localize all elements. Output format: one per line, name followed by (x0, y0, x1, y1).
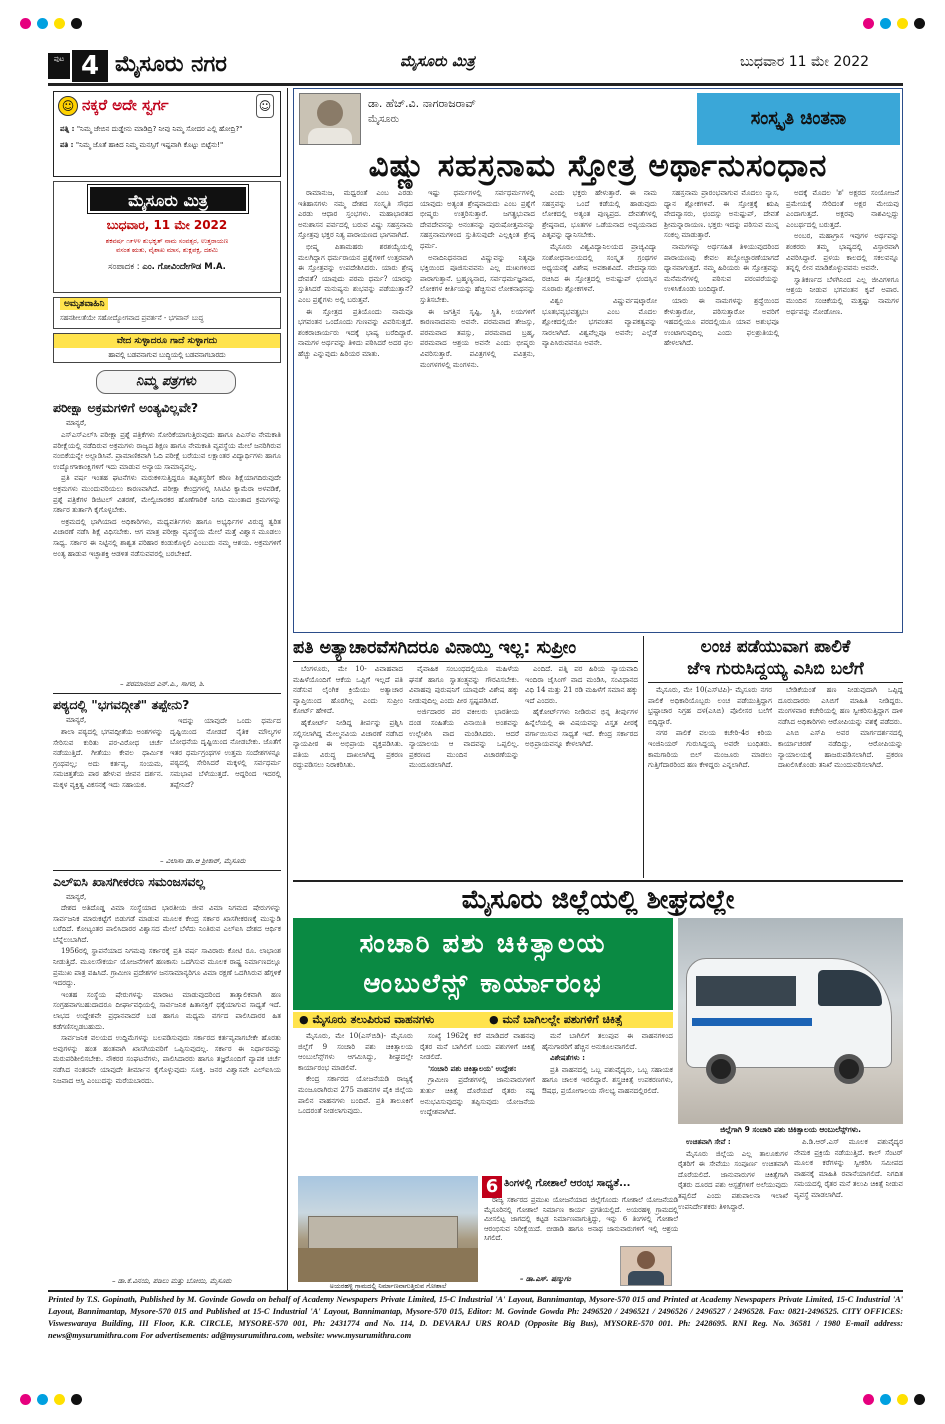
bribe-headline-1: ಲಂಚ ಪಡೆಯುವಾಗ ಪಾಲಿಕೆ (700, 637, 851, 657)
amrutavahini-text: ಸಹನಶೀಲತೆಯೇ ಸಹೋದ್ಯೋಗವಾದ ಪ್ರವರ್ತನೆ - ಭಗವಾನ್ ಬುದ್ಧ (60, 314, 204, 322)
amrutavahini-title: ಅಮೃತವಾಹಿನಿ (60, 298, 108, 310)
paper-date: ಬುಧವಾರ, 11 ಮೇ 2022 (106, 218, 228, 232)
veda-title: ವೇದ ಸುಳ್ಳಾದರೂ ಗಾದೆ ಸುಳ್ಳಾಗದು (54, 334, 280, 348)
letter2-salutation: ಮಾನ್ಯರೆ, (66, 716, 87, 724)
veda-text: ಹಾವಲ್ಲಿ ಬಡವನಾಗುವ ಬುದ್ಧಿಯಲ್ಲಿ ಬಡವನಾಗಬಾರದು (108, 351, 226, 359)
ambulance-col-1: ಮೈಸೂರು, ಮೇ 10(ಎಸ್‌ಬಿಡಿ)- ಮೈಸೂರು ಜಿಲ್ಲೆಗೆ 9 ಸಂಚಾರಿ ಪಶು ಚಿಕಿತ್ಸಾಲಯ ಆಂಬುಲೆನ್ಸ್‌ಗಳು ಆಗಮಿಸಿದ್ದು, ಶೀಘ್ರದಲ್ಲೇ ಕಾರ್ಯಾರಂಭ ಮಾಡಲಿವೆ. ಕೇಂದ್ರ ಸರ್ಕಾರದ ಯೋಜನೆಯಡಿ ರಾಜ್ಯಕ್ಕೆ ಮಂಜೂರಾಗಿರುವ 275 ವಾಹನಗಳ ಪೈಕಿ ಜಿಲ್ಲೆಯ ಪಾಲಿನ ವಾಹನಗಳು ಬಂದಿವೆ. ಪ್ರತಿ ತಾಲೂಕಿಗೆ ಒಂದರಂತೆ ನೀಡಲಾಗುವುದು. (298, 1031, 413, 1116)
gaushala-quote-by: – ಡಾ.ಎಸ್. ಷಣ್ಮುಗಂ (520, 1275, 571, 1283)
page-number: 4 (72, 50, 108, 82)
ambulance-photo (678, 918, 903, 1124)
culture-headline: ವಿಷ್ಣು ಸಹಸ್ರನಾಮ ಸ್ತೋತ್ರ ಅರ್ಥಾನುಸಂಧಾನ (368, 148, 828, 184)
letter2-signature: – ವಿಲಾಸಾ ಡಾ.ಆ ಶ್ರೀಕಾರ್, ಮೈಸೂರು (160, 857, 246, 865)
ambulance-headline-2: ಆಂಬುಲೆನ್ಸ್ ಕಾರ್ಯಾರಂಭ (363, 969, 603, 999)
masthead: ಮೈಸೂರು ಮಿತ್ರ (400, 52, 475, 70)
dot-yellow (54, 1394, 65, 1405)
culture-col-4: ಸಹಸ್ರನಾಮ ಪ್ರಾರಂಭವಾಗುವ ಮೊದಲು ನ್ಯಾಸ, ಧ್ಯಾನ ಶ್ಲೋಕಗಳಿವೆ. ಈ ಸ್ತೋತ್ರಕ್ಕೆ ಋಷಿ ವೇದವ್ಯಾಸರು, ಛಂದಸ್ಸು ಅನುಷ್ಟುಪ್, ದೇವತೆ ಶ್ರೀಮನ್ನಾರಾಯಣ. ಭಕ್ತರು ಇದನ್ನು ಪಠಿಸುವ ಮುನ್ನ ಸಂಕಲ್ಪ ಮಾಡುತ್ತಾರೆ. ನಾಮಗಳನ್ನು ಅರ್ಥಸಹಿತ ತಿಳಿಯುವುದರಿಂದ ಪಾರಾಯಣವು ಕೇವಲ ಶಬ್ದೋಚ್ಚಾರಣೆಯಾಗದೆ ಧ್ಯಾನವಾಗುತ್ತದೆ. ನಮ್ಮ ಹಿರಿಯರು ಈ ಸ್ತೋತ್ರವನ್ನು ಮನೆಮನೆಗಳಲ್ಲಿ ಪಠಿಸುವ ಪರಂಪರೆಯನ್ನು ಉಳಿಸಿಕೊಂಡು ಬಂದಿದ್ದಾರೆ. ಯಾರು ಈ ನಾಮಗಳನ್ನು ಶ್ರದ್ಧೆಯಿಂದ ಕೇಳುತ್ತಾರೋ, ಪಠಿಸುತ್ತಾರೋ ಅವರಿಗೆ ಇಹದಲ್ಲಿಯೂ ಪರದಲ್ಲಿಯೂ ಯಾವ ಅಶುಭವೂ ಉಂಟಾಗುವುದಿಲ್ಲ ಎಂದು ಫಲಶ್ರುತಿಯಲ್ಲಿ ಹೇಳಲಾಗಿದೆ. (664, 188, 779, 348)
divider (53, 870, 281, 871)
almanac-line: ವಸಂತ ಋತು, ವೈಶಾಖ ಮಾಸ, ಶುಕ್ಲಪಕ್ಷ, ದಶಮಿ (116, 246, 218, 254)
culture-col-3: ಎಂದು ಭಕ್ತರು ಹೇಳುತ್ತಾರೆ. ಈ ನಾಮ ಸಹಸ್ರವನ್ನು ಒಂದೆ ಕಡೆಯಲ್ಲಿ ಹಾಡುವುದು ಲೋಕದಲ್ಲಿ ಅತ್ಯಂತ ಪುಣ್ಯಪ್ರದ. ದೇವತೆಗಳಲ್ಲಿ ಶ್ರೇಷ್ಠನಾದ, ಭೂತಗಳ ಒಡೆಯನಾದ ಅವ್ಯಯನಾದ ಪಿತೃವನ್ನು ಧ್ಯಾನಿಸಬೇಕು. ಮೈಸೂರು ವಿಶ್ವವಿದ್ಯಾನಿಲಯದ ಪ್ರಾಚ್ಯವಿದ್ಯಾ ಸಂಶೋಧನಾಲಯದಲ್ಲಿ ಸಂಸ್ಕೃತ ಗ್ರಂಥಗಳ ಅಧ್ಯಯನಕ್ಕೆ ವಿಶೇಷ ಅವಕಾಶವಿದೆ. ವೇದವ್ಯಾಸರು ರಚಿಸಿದ ಈ ಸ್ತೋತ್ರದಲ್ಲಿ ಅನುಷ್ಟುಪ್ ಛಂದಸ್ಸಿನ ನೂರಾರು ಶ್ಲೋಕಗಳಿವೆ. ವಿಶ್ವಂ ವಿಷ್ಣುರ್ವಷಟ್ಕಾರೋ ಭೂತಭವ್ಯಭವತ್ಪ್ರಭುಃ ಎಂಬ ಮೊದಲ ಶ್ಲೋಕದಲ್ಲಿಯೇ ಭಗವಂತನ ವ್ಯಾಪಕತ್ವವನ್ನು ಸಾರಲಾಗಿದೆ. ವಿಶ್ವವೆಲ್ಲವೂ ಅವನೇ; ಎಲ್ಲೆಡೆ ವ್ಯಾಪಿಸಿರುವವನೂ ಅವನೇ. (542, 188, 657, 348)
section-title: ಮೈಸೂರು ನಗರ (115, 52, 227, 77)
registration-dots-bottom (0, 1388, 945, 1410)
letter3-title: ಎಲ್ಐಸಿ ಖಾಸಗೀಕರಣ ಸಮಂಜಸವಲ್ಲ (53, 874, 206, 889)
ambulance-col-4: ಉಚಿತವಾಗಿ ಸೇವೆ : ಮೈಸೂರು ಜಿಲ್ಲೆಯ ಎಲ್ಲ ತಾಲೂಕುಗಳ ರೈತರಿಗೆ ಈ ಸೇವೆಯು ಸಂಪೂರ್ಣ ಉಚಿತವಾಗಿ ದೊರೆಯಲಿದೆ. ಜಾನುವಾರುಗಳ ಚಿಕಿತ್ಸೆಗಾಗಿ ರೈತರು ದೂರದ ಪಶು ಆಸ್ಪತ್ರೆಗಳಿಗೆ ಅಲೆಯುವುದು ತಪ್ಪಲಿದೆ ಎಂದು ಪಶುಪಾಲನಾ ಇಲಾಖೆ ಉಪನಿರ್ದೇಶಕರು ತಿಳಿಸಿದ್ದಾರೆ. (678, 1137, 788, 1211)
sc-col-2: ವೈವಾಹಿಕ ಸಂಬಂಧದಲ್ಲಿಯೂ ಮಹಿಳೆಯ ಘನತೆ ಹಾಗೂ ಸ್ವಾತಂತ್ರ್ಯವನ್ನು ಗೌರವಿಸಬೇಕು. ವಿವಾಹವು ಪುರುಷನಿಗೆ ಯಾವುದೇ ವಿಶೇಷ ಹಕ್ಕು ನೀಡುವುದಿಲ್ಲ ಎಂದು ಪೀಠ ಸ್ಪಷ್ಟಪಡಿಸಿದೆ. ಅರ್ಜಿದಾರರ ಪರ ವಕೀಲರು ಭಾರತೀಯ ದಂಡ ಸಂಹಿತೆಯ ವಿನಾಯಿತಿ ಅಂಶವನ್ನು ಉಲ್ಲೇಖಿಸಿ ವಾದ ಮಂಡಿಸಿದರು. ಆದರೆ ನ್ಯಾಯಾಲಯ ಆ ವಾದವನ್ನು ಒಪ್ಪಲಿಲ್ಲ. ಪ್ರಕರಣದ ಮುಂದಿನ ವಿಚಾರಣೆಯನ್ನು ಮುಂದೂಡಲಾಗಿದೆ. (409, 664, 519, 770)
paper-logo: ಮೈಸೂರು ಮಿತ್ರ (88, 185, 248, 213)
cartoon-figure-icon: ☺ (256, 94, 274, 118)
bribe-headline-2: ಜೆಇ ಗುರುಸಿದ್ದಯ್ಯ ಎಸಿಬಿ ಬಲೆಗೆ (687, 659, 864, 679)
culture-col-2: ಇಷ್ಟು ಧರ್ಮಗಳಲ್ಲಿ ಸರ್ವಧರ್ಮಗಳಲ್ಲಿ ಯಾವುದು ಅತ್ಯಂತ ಶ್ರೇಷ್ಠವಾದುದು ಎಂಬ ಪ್ರಶ್ನೆಗೆ ಭೀಷ್ಮರು ಉತ್ತರಿಸುತ್ತಾರೆ. ಜಗತ್ಪ್ರಭುವಾದ ದೇವದೇವನನ್ನು ಅನಂತನನ್ನು ಪುರುಷೋತ್ತಮನನ್ನು ಸಹಸ್ರನಾಮಗಳಿಂದ ಸ್ತುತಿಸುವುದೇ ಎಲ್ಲಕ್ಕಿಂತ ಶ್ರೇಷ್ಠ ಧರ್ಮ. ಅನಾದಿನಿಧನನಾದ ವಿಷ್ಣುವನ್ನು ನಿತ್ಯವೂ ಭಕ್ತಿಯಿಂದ ಪೂಜಿಸುವವನು ಎಲ್ಲ ದುಃಖಗಳಿಂದ ಪಾರಾಗುತ್ತಾನೆ. ಬ್ರಹ್ಮಣ್ಯನಾದ, ಸರ್ವಧರ್ಮಜ್ಞನಾದ, ಲೋಕಗಳ ಕೀರ್ತಿಯನ್ನು ಹೆಚ್ಚಿಸುವ ಲೋಕನಾಥನನ್ನು ಸ್ತುತಿಸಬೇಕು. ಈ ಜಗತ್ತಿನ ಸೃಷ್ಟಿ, ಸ್ಥಿತಿ, ಲಯಗಳಿಗೆ ಕಾರಣನಾದವನು ಅವನೇ. ಪರಮವಾದ ತೇಜಸ್ಸು, ಪರಮವಾದ ತಪಸ್ಸು, ಪರಮವಾದ ಬ್ರಹ್ಮ, ಪರಮವಾದ ಆಶ್ರಯ ಅವನೇ ಎಂದು ಭೀಷ್ಮರು ವಿವರಿಸುತ್ತಾರೆ. ಪವಿತ್ರಗಳಲ್ಲಿ ಪವಿತ್ರನು, ಮಂಗಳಗಳಲ್ಲಿ ಮಂಗಳನು. (420, 188, 535, 369)
dot-black (914, 18, 925, 29)
issue-date: ಬುಧವಾರ 11 ಮೇ 2022 (740, 54, 870, 70)
dot-cyan (880, 1394, 891, 1405)
bribe-col-1: ಮೈಸೂರು, ಮೇ 10(ಎಸ್‌ಟಿಪಿ)- ಮೈಸೂರು ನಗರ ಪಾಲಿಕೆ ಅಧಿಕಾರಿಯೊಬ್ಬರು ಲಂಚ ಪಡೆಯುತ್ತಿದ್ದಾಗ ಭ್ರಷ್ಟಾಚಾರ ನಿಗ್ರಹ ದಳ(ಎಸಿಬಿ) ಪೊಲೀಸರ ಬಲೆಗೆ ಬಿದ್ದಿದ್ದಾರೆ. ನಗರ ಪಾಲಿಕೆ ವಲಯ ಕಚೇರಿ-4ರ ಕಿರಿಯ ಇಂಜಿನಿಯರ್ ಗುರುಸಿದ್ದಯ್ಯ ಅವರೇ ಬಂಧಿತರು. ಕಾಮಗಾರಿಯ ಬಿಲ್ ಮಂಜೂರು ಮಾಡಲು ಗುತ್ತಿಗೆದಾರರಿಂದ ಹಣ ಕೇಳಿದ್ದರು ಎನ್ನಲಾಗಿದೆ. (648, 685, 772, 770)
gaushala-number-badge: 6 (482, 1176, 502, 1198)
nakkare-line: ಪತಿ : "ನಿಮ್ಮ ಜೊತೆ ಹಾಕಿದ ನಿಮ್ಮ ಮನಸ್ಸಿಗೆ ಇಷ್ಟವಾಗಿ ಕೊಟ್ಟು ಬಿಟ್ಟೆನು!" (60, 141, 224, 149)
dot-yellow (897, 18, 908, 29)
nakkare-title: ನಕ್ಕರೆ ಅದೇ ಸ್ವರ್ಗ (82, 96, 169, 114)
veda-box (53, 333, 281, 363)
ambulance-headline-box (293, 918, 673, 1010)
dot-magenta (863, 18, 874, 29)
dot-cyan (37, 1394, 48, 1405)
ambulance-subhead-free: ಉಚಿತವಾಗಿ ಸೇವೆ : (686, 1137, 731, 1146)
amrutavahini-box (53, 297, 281, 329)
sc-headline: ಪತಿ ಅತ್ಯಾಚಾರವೆಸಗಿದರೂ ವಿನಾಯ್ತಿ ಇಲ್ಲ: ಸುಪ್ರೀಂ (293, 638, 577, 658)
dot-yellow (897, 1394, 908, 1405)
author-photo (299, 93, 361, 145)
divider (648, 682, 903, 683)
ambulance-subheads (293, 1012, 673, 1028)
bribe-col-2: ಬೇಡಿಕೆಯಂತೆ ಹಣ ನೀಡುವುದಾಗಿ ಒಪ್ಪಿದ್ದ ದೂರುದಾರರು ಎಸಿಬಿಗೆ ಮಾಹಿತಿ ನೀಡಿದ್ದರು. ಮಂಗಳವಾರ ಕಚೇರಿಯಲ್ಲಿ ಹಣ ಸ್ವೀಕರಿಸುತ್ತಿದ್ದಾಗ ದಾಳಿ ನಡೆಸಿದ ಅಧಿಕಾರಿಗಳು ಆರೋಪಿಯನ್ನು ವಶಕ್ಕೆ ಪಡೆದರು. ಎಸಿಬಿ ಎಸ್‌ಪಿ ಅವರ ಮಾರ್ಗದರ್ಶನದಲ್ಲಿ ಕಾರ್ಯಾಚರಣೆ ನಡೆದಿದ್ದು, ಆರೋಪಿಯನ್ನು ನ್ಯಾಯಾಲಯಕ್ಕೆ ಹಾಜರುಪಡಿಸಲಾಗಿದೆ. ಪ್ರಕರಣ ದಾಖಲಿಸಿಕೊಂಡು ತನಿಖೆ ಮುಂದುವರಿಸಲಾಗಿದೆ. (778, 685, 903, 770)
nakkare-box (53, 91, 281, 177)
column-divider (643, 636, 644, 878)
footer-rule (48, 1290, 903, 1292)
dot-magenta (863, 1394, 874, 1405)
laughing-face-icon: ☺ (58, 96, 78, 116)
nakkare-line: ಪತ್ನಿ : "ನಿಮ್ಮ ಜೇಬಿನ ದುಡ್ಡೇನು ಮಾಡಿದ್ರಿ? ನೀವು ನಿಮ್ಮ ಸೋದರ ಎಲ್ಲಿ ಹೋದ್ರಿ?" (60, 125, 243, 133)
dot-black (71, 18, 82, 29)
divider (53, 693, 281, 694)
page-label: ಪುಟ (48, 53, 70, 79)
gaushala-photo-caption: ಅಯರಹಳ್ಳಿ ಗ್ರಾಮದಲ್ಲಿ ನಿರ್ಮಾಣವಾಗುತ್ತಿರುವ ಗೋಶಾಲೆ (329, 1282, 447, 1290)
sc-col-3: ಎಂದಿದೆ. ಪತ್ನಿ ಪರ ಹಿರಿಯ ನ್ಯಾಯವಾದಿ ಇಂದಿರಾ ಜೈಸಿಂಗ್ ವಾದ ಮಂಡಿಸಿ, ಸಂವಿಧಾನದ ವಿಧಿ 14 ಮತ್ತು 21 ರಡಿ ಮಹಿಳೆಗೆ ಸಮಾನ ಹಕ್ಕು ಇದೆ ಎಂದರು. ಹೈಕೋರ್ಟ್‌ಗಳು ನೀಡಿರುವ ಭಿನ್ನ ತೀರ್ಪುಗಳ ಹಿನ್ನೆಲೆಯಲ್ಲಿ ಈ ವಿಷಯವನ್ನು ವಿಸ್ತೃತ ಪೀಠಕ್ಕೆ ವರ್ಗಾಯಿಸುವ ಸಾಧ್ಯತೆ ಇದೆ. ಕೇಂದ್ರ ಸರ್ಕಾರದ ಅಭಿಪ್ರಾಯವನ್ನೂ ಕೇಳಲಾಗಿದೆ. (525, 664, 638, 749)
dot-black (71, 1394, 82, 1405)
paper-info-box (53, 181, 281, 293)
sc-col-1: ಬೆಂಗಳೂರು, ಮೇ 10- ವಿವಾಹವಾದ ಮಹಿಳೆಯೊಂದಿಗೆ ಆಕೆಯ ಒಪ್ಪಿಗೆ ಇಲ್ಲದೆ ಪತಿ ನಡೆಸುವ ಲೈಂಗಿಕ ಕ್ರಿಯೆಯು ಅತ್ಯಾಚಾರ ವ್ಯಾಪ್ತಿಯಿಂದ ಹೊರಗಿಲ್ಲ ಎಂದು ಸುಪ್ರೀಂ ಕೋರ್ಟ್ ಹೇಳಿದೆ. ಹೈಕೋರ್ಟ್ ನೀಡಿದ್ದ ತೀರ್ಪನ್ನು ಪ್ರಶ್ನಿಸಿ ಸಲ್ಲಿಸಲಾಗಿದ್ದ ಮೇಲ್ಮನವಿಯ ವಿಚಾರಣೆ ನಡೆಸಿದ ನ್ಯಾಯಪೀಠ ಈ ಅಭಿಪ್ರಾಯ ವ್ಯಕ್ತಪಡಿಸಿತು. ಪತಿಯ ವಿರುದ್ಧ ದಾಖಲಾಗಿದ್ದ ಪ್ರಕರಣ ರದ್ದುಪಡಿಸಲು ನಿರಾಕರಿಸಿತು. (293, 664, 403, 770)
ambulance-col-2: ಸಂಖ್ಯೆ 1962ಕ್ಕೆ ಕರೆ ಮಾಡಿದರೆ ವಾಹನವು ರೈತರ ಮನೆ ಬಾಗಿಲಿಗೆ ಬಂದು ಪಶುಗಳಿಗೆ ಚಿಕಿತ್ಸೆ ನೀಡಲಿದೆ. 'ಸಂಚಾರಿ ಪಶು ಚಿಕಿತ್ಸಾಲಯ' ಉದ್ದೇಶ: ಗ್ರಾಮೀಣ ಪ್ರದೇಶಗಳಲ್ಲಿ ಜಾನುವಾರುಗಳಿಗೆ ತುರ್ತು ಚಿಕಿತ್ಸೆ ದೊರೆಯದೆ ರೈತರು ನಷ್ಟ ಅನುಭವಿಸುವುದನ್ನು ತಪ್ಪಿಸುವುದು ಯೋಜನೆಯ ಉದ್ದೇಶವಾಗಿದೆ. (420, 1031, 535, 1117)
dot-cyan (37, 18, 48, 29)
footer-imprint: Printed by T.S. Gopinath, Published by M. Govinde Gowda on behalf of Academy Newspapers Private Limited, 15-C Industrial 'A' Layout, Bannimantap, Mysore-570 015 and Printed at Academy Newspapers Private Limited, 15-C Industrial 'A' Layout, Bannimantap, Mysore-570 015 and Published at 15-C Industrial 'A' Layout, Bannimantap, Mysore-570 015, Editor: M. Govinde Gowda Ph: 2496520 / 2496521 / 2496526 / 2496527 / 2496528. Fax: 0821-2496525. CITY OFFICES: Visweswaraya Building, III Floor, K.R. CIRCLE, MYSORE-570 001, Ph: 2431774 and No. 114, D. DEVARAJ URS ROAD (Opposite Big Bus), MYSORE-570 001. Ph: 2428695. RNI Reg. No. 36581 / 1980 E-mail address: news@mysurumithra.com For advertisements: ad@mysurumithra.com, website: www.mysurumithra.com (48, 1295, 903, 1340)
letter1-salutation: ಮಾನ್ಯರೆ, (66, 419, 87, 427)
dot-yellow (54, 18, 65, 29)
author-place: ಮೈಸೂರು (368, 114, 400, 125)
gaushala-quote: ರಾಜ್ಯ ಸರ್ಕಾರದ ಪ್ರಮುಖ ಯೋಜನೆಯಾದ ಜಿಲ್ಲೆಗೊಂದು ಗೋಶಾಲೆ ಯೋಜನೆಯಡಿ ಮೈಸೂರಿನಲ್ಲಿ ಗೋಶಾಲೆ ನಿರ್ಮಾಣ ಕಾರ್ಯ ಪ್ರಗತಿಯಲ್ಲಿದೆ. ಅಯರಹಳ್ಳಿ ಗ್ರಾಮದಲ್ಲಿ ಮೀಸಲಿಟ್ಟ ಜಾಗದಲ್ಲಿ ಕಟ್ಟಡ ನಿರ್ಮಾಣವಾಗುತ್ತಿದ್ದು, ಇನ್ನು 6 ತಿಂಗಳಲ್ಲಿ ಗೋಶಾಲೆ ಆರಂಭಿಸುವ ನಿರೀಕ್ಷೆಯಿದೆ. ಬೀಡಾಡಿ ಹಾಗೂ ಅನಾಥ ಜಾನುವಾರುಗಳಿಗೆ ಇಲ್ಲಿ ಆಶ್ರಯ ಸಿಗಲಿದೆ. (484, 1196, 678, 1243)
dot-cyan (880, 18, 891, 29)
ambulance-col-3: ಮನೆ ಬಾಗಿಲಿಗೆ ತಲುಪುವ ಈ ವಾಹನಗಳಿಂದ ಹೈನುಗಾರರಿಗೆ ಹೆಚ್ಚಿನ ಅನುಕೂಲವಾಗಲಿದೆ. ವಿಶೇಷತೆಗಳು : ಪ್ರತಿ ವಾಹನದಲ್ಲಿ ಒಬ್ಬ ಪಶುವೈದ್ಯರು, ಒಬ್ಬ ಸಹಾಯಕ ಹಾಗೂ ಚಾಲಕ ಇರಲಿದ್ದಾರೆ. ಶಸ್ತ್ರಚಿಕಿತ್ಸೆ ಉಪಕರಣಗಳು, ಔಷಧ, ಪ್ರಯೋಗಾಲಯ ಸೌಲಭ್ಯ ವಾಹನದಲ್ಲಿರಲಿದೆ. (542, 1031, 673, 1095)
dot-magenta (20, 1394, 31, 1405)
letter3-salutation: ಮಾನ್ಯರೆ, (66, 893, 87, 901)
person-icon (637, 1251, 655, 1269)
ambulance-sub-2: ● ಮನೆ ಬಾಗಿಲಲ್ಲೇ ಪಶುಗಳಿಗೆ ಚಿಕಿತ್ಸೆ (489, 1013, 623, 1026)
letter2-title: ಪಠ್ಯದಲ್ಲಿ "ಭಗವದ್ಗೀತೆ" ತಪ್ಪೇನು? (53, 697, 190, 712)
column-divider (287, 88, 288, 1290)
ambulance-headline-1: ಸಂಚಾರಿ ಪಶು ಚಿಕಿತ್ಸಾಲಯ (359, 929, 607, 959)
letters-banner: ನಿಮ್ಮ ಪತ್ರಗಳು (96, 370, 236, 394)
letter1-signature: – ಪರಮಾನಂದ ಎನ್.ಪಿ., ಸಾಗರ, ಶಿ. (120, 680, 206, 688)
culture-col-1: ರಾಮಾನುಜ, ಮಧ್ವರಂತೆ ಎಂಬ ಎರಡು ಇತಿಹಾಸಗಳು ನಮ್ಮ ದೇಶದ ಸಂಸ್ಕೃತಿ ಸೌಧದ ಎರಡು ಆಧಾರ ಸ್ತಂಭಗಳು. ಮಹಾಭಾರತದ ಅನುಶಾಸನ ಪರ್ವದಲ್ಲಿ ಬರುವ ವಿಷ್ಣು ಸಹಸ್ರನಾಮ ಸ್ತೋತ್ರವು ಭಕ್ತರ ನಿತ್ಯ ಪಾರಾಯಣದ ಭಾಗವಾಗಿದೆ. ಭೀಷ್ಮ ಪಿತಾಮಹರು ಶರಶಯ್ಯೆಯಲ್ಲಿ ಮಲಗಿದ್ದಾಗ ಧರ್ಮರಾಯನ ಪ್ರಶ್ನೆಗಳಿಗೆ ಉತ್ತರವಾಗಿ ಈ ಸ್ತೋತ್ರವನ್ನು ಉಪದೇಶಿಸಿದರು. ಯಾರು ಶ್ರೇಷ್ಠ ದೇವತೆ? ಯಾವುದು ಪರಮ ಧರ್ಮ? ಯಾರನ್ನು ಸ್ತುತಿಸಿದರೆ ಮನುಷ್ಯನು ಶುಭವನ್ನು ಪಡೆಯುತ್ತಾನೆ? ಎಂಬ ಪ್ರಶ್ನೆಗಳು ಅಲ್ಲಿ ಬರುತ್ತವೆ. ಈ ಸ್ತೋತ್ರದ ಪ್ರತಿಯೊಂದು ನಾಮವೂ ಭಗವಂತನ ಒಂದೊಂದು ಗುಣವನ್ನು ವಿವರಿಸುತ್ತದೆ. ಶಂಕರಾಚಾರ್ಯರು ಇದಕ್ಕೆ ಭಾಷ್ಯ ಬರೆದಿದ್ದಾರೆ. ನಾಮಗಳ ಅರ್ಥವನ್ನು ತಿಳಿದು ಪಠಿಸಿದರೆ ಅದರ ಫಲ ಹೆಚ್ಚು ಎನ್ನುವುದು ಹಿರಿಯರ ಮಾತು. (298, 188, 413, 358)
culture-banner: ಸಂಸ್ಕೃತಿ ಚಿಂತನಾ (697, 93, 900, 145)
ambulance-photo-caption: ಜಿಲ್ಲೆಗಾಗಿ 9 ಸಂಚಾರಿ ಪಶು ಚಿಕಿತ್ಸಾಲಯ ಆಂಬುಲೆನ್ಸ್‌ಗಳು. (720, 1125, 861, 1134)
letter1-body: ಎಸ್ಎಸ್ಎಲ್‌ಸಿ ಪರೀಕ್ಷಾ ಪ್ರಶ್ನೆ ಪತ್ರಿಕೆಗಳು ಸೋರಿಕೆಯಾಗುತ್ತಿರುವುದು ಹಾಗೂ ಪಿಎಸ್‌ಐ ನೇಮಕಾತಿ ಪರೀಕ್ಷೆಯಲ್ಲಿ ನಡೆದಿರುವ ಅಕ್ರಮಗಳು ರಾಜ್ಯದ ಶಿಕ್ಷಣ ಹಾಗೂ ನೇಮಕಾತಿ ವ್ಯವಸ್ಥೆಯ ಮೇಲೆ ಜನರಿಗಿರುವ ನಂಬಿಕೆಯನ್ನೇ ಅಲ್ಲಾಡಿಸಿವೆ. ಪ್ರಾಮಾಣಿಕವಾಗಿ ಓದಿ ಪರೀಕ್ಷೆ ಬರೆಯುವ ಲಕ್ಷಾಂತರ ವಿದ್ಯಾರ್ಥಿಗಳು ಹಾಗೂ ಉದ್ಯೋಗಾಕಾಂಕ್ಷಿಗಳಿಗೆ ಇದು ಮಾಡುವ ಅನ್ಯಾಯ ಸಾಮಾನ್ಯವಲ್ಲ. ಪ್ರತಿ ವರ್ಷ ಇಂತಹ ಘಟನೆಗಳು ಮರುಕಳಿಸುತ್ತಿದ್ದರೂ ತಪ್ಪಿತಸ್ಥರಿಗೆ ಕಠಿಣ ಶಿಕ್ಷೆಯಾಗದಿರುವುದೇ ಅಕ್ರಮಗಳು ಮುಂದುವರಿಯಲು ಕಾರಣವಾಗಿದೆ. ಪರೀಕ್ಷಾ ಕೇಂದ್ರಗಳಲ್ಲಿ ಸಿಸಿಟಿವಿ ಕ್ಯಾಮೆರಾ ಅಳವಡಿಕೆ, ಪ್ರಶ್ನೆ ಪತ್ರಿಕೆಗಳ ಡಿಜಿಟಲ್ ವಿತರಣೆ, ಮೇಲ್ವಿಚಾರಕರ ಹೊಣೆಗಾರಿಕೆ ನಿಗದಿ ಮುಂತಾದ ಕ್ರಮಗಳನ್ನು ಸರ್ಕಾರ ತುರ್ತಾಗಿ ಕೈಗೊಳ್ಳಬೇಕು. ಅಕ್ರಮದಲ್ಲಿ ಭಾಗಿಯಾದ ಅಧಿಕಾರಿಗಳು, ಮಧ್ಯವರ್ತಿಗಳು ಹಾಗೂ ಅಭ್ಯರ್ಥಿಗಳ ವಿರುದ್ಧ ತ್ವರಿತ ವಿಚಾರಣೆ ನಡೆಸಿ ಶಿಕ್ಷೆ ವಿಧಿಸಬೇಕು. ಆಗ ಮಾತ್ರ ಪರೀಕ್ಷಾ ವ್ಯವಸ್ಥೆಯ ಮೇಲೆ ಮತ್ತೆ ವಿಶ್ವಾಸ ಮೂಡಲು ಸಾಧ್ಯ. ಸರ್ಕಾರ ಈ ನಿಟ್ಟಿನಲ್ಲಿ ಶಾಶ್ವತ ಪರಿಹಾರ ಕಂಡುಕೊಳ್ಳಲಿ ಎಂಬುದು ನಮ್ಮ ಆಶಯ. ಅಕ್ರಮಗಳಿಗೆ ಅಂತ್ಯ ಹಾಡುವ ಇಚ್ಛಾಶಕ್ತಿ ಆಡಳಿತ ನಡೆಸುವವರಲ್ಲಿ ಬರಬೇಕಿದೆ. (53, 430, 281, 558)
letter2-body-b: ಇದನ್ನು ಯಾವುದೇ ಒಂದು ಧರ್ಮದ ದೃಷ್ಟಿಯಿಂದ ನೋಡದೆ ನೈತಿಕ ಮೌಲ್ಯಗಳ ಬೋಧನೆಯ ದೃಷ್ಟಿಯಿಂದ ನೋಡಬೇಕು. ಜೊತೆಗೆ ಇತರ ಧರ್ಮಗ್ರಂಥಗಳ ಉತ್ತಮ ಸಂದೇಶಗಳನ್ನೂ ಪಠ್ಯದಲ್ಲಿ ಸೇರಿಸಿದರೆ ಮಕ್ಕಳಲ್ಲಿ ಸರ್ವಧರ್ಮ ಸಮಭಾವ ಬೆಳೆಯುತ್ತದೆ. ಆದ್ದರಿಂದ ಇದರಲ್ಲಿ ತಪ್ಪೇನಿದೆ? (170, 716, 281, 789)
ambulance-subhead-features: ವಿಶೇಷತೆಗಳು : (550, 1053, 585, 1063)
letter3-body: ದೇಶದ ಅತಿದೊಡ್ಡ ವಿಮಾ ಸಂಸ್ಥೆಯಾದ ಭಾರತೀಯ ಜೀವ ವಿಮಾ ನಿಗಮದ ಷೇರುಗಳನ್ನು ಸಾರ್ವಜನಿಕ ಮಾರುಕಟ್ಟೆಗೆ ಬಿಡುಗಡೆ ಮಾಡುವ ಮೂಲಕ ಕೇಂದ್ರ ಸರ್ಕಾರ ಖಾಸಗೀಕರಣಕ್ಕೆ ಮುನ್ನುಡಿ ಬರೆದಿದೆ. ಕೋಟ್ಯಂತರ ಪಾಲಿಸಿದಾರರ ವಿಶ್ವಾಸದ ಮೇಲೆ ಬೆಳೆದು ನಿಂತಿರುವ ಎಲ್ಐಸಿ ದೇಶದ ಆರ್ಥಿಕ ಬೆನ್ನೆಲುಬಾಗಿದೆ. 1956ರಲ್ಲಿ ಸ್ಥಾಪನೆಯಾದ ನಿಗಮವು ಸರ್ಕಾರಕ್ಕೆ ಪ್ರತಿ ವರ್ಷ ಸಾವಿರಾರು ಕೋಟಿ ರೂ. ಲಾಭಾಂಶ ನೀಡುತ್ತಿದೆ. ಮೂಲಸೌಕರ್ಯ ಯೋಜನೆಗಳಿಗೆ ಹಣಕಾಸು ಒದಗಿಸುವ ಮೂಲಕ ರಾಷ್ಟ್ರ ನಿರ್ಮಾಣದಲ್ಲೂ ಪ್ರಮುಖ ಪಾತ್ರ ವಹಿಸಿದೆ. ಗ್ರಾಮೀಣ ಪ್ರದೇಶಗಳ ಜನಸಾಮಾನ್ಯರಿಗೂ ವಿಮಾ ರಕ್ಷಣೆ ಒದಗಿಸಿರುವ ಹೆಗ್ಗಳಿಕೆ ಇದರದ್ದು. ಇಂತಹ ಸಂಸ್ಥೆಯ ಷೇರುಗಳನ್ನು ಮಾರಾಟ ಮಾಡುವುದರಿಂದ ತಾತ್ಕಾಲಿಕವಾಗಿ ಹಣ ಸಂಗ್ರಹವಾಗಬಹುದಾದರೂ ದೀರ್ಘಾವಧಿಯಲ್ಲಿ ಸಾರ್ವಜನಿಕ ಹಿತಾಸಕ್ತಿಗೆ ಧಕ್ಕೆಯಾಗುವ ಸಾಧ್ಯತೆ ಇದೆ. ಲಾಭದ ಉದ್ದೇಶವೇ ಪ್ರಧಾನವಾದರೆ ಬಡ ಹಾಗೂ ಮಧ್ಯಮ ವರ್ಗದ ಪಾಲಿಸಿದಾರರ ಹಿತ ಕಡೆಗಣಿಸಲ್ಪಡಬಹುದು. ಸಾರ್ವಜನಿಕ ವಲಯದ ಉದ್ದಿಮೆಗಳನ್ನು ಬಲಪಡಿಸುವುದು ಸರ್ಕಾರದ ಕರ್ತವ್ಯವಾಗಬೇಕೇ ಹೊರತು ಅವುಗಳನ್ನು ಹಂತ ಹಂತವಾಗಿ ಖಾಸಗಿಯವರಿಗೆ ಒಪ್ಪಿಸುವುದಲ್ಲ. ಸರ್ಕಾರ ಈ ನಿರ್ಧಾರವನ್ನು ಮರುಪರಿಶೀಲಿಸಬೇಕು. ನೌಕರರ ಸಂಘಟನೆಗಳು, ಪಾಲಿಸಿದಾರರು ಹಾಗೂ ತಜ್ಞರೊಂದಿಗೆ ವ್ಯಾಪಕ ಚರ್ಚೆ ನಡೆಸಿದ ನಂತರವೇ ಯಾವುದೇ ತೀರ್ಮಾನ ಕೈಗೊಳ್ಳುವುದು ಸೂಕ್ತ. ಜನರ ವಿಶ್ವಾಸವೇ ಎಲ್ಐಸಿಯ ನಿಜವಾದ ಆಸ್ತಿ ಎಂಬುದನ್ನು ಮರೆಯಬಾರದು. (53, 903, 281, 1085)
header-rule (48, 83, 903, 86)
divider (293, 661, 638, 662)
dot-magenta (20, 18, 31, 29)
divider (293, 880, 903, 882)
registration-dots-top (0, 12, 945, 34)
ambulance-sub-1: ● ಮೈಸೂರು ತಲುಪಿರುವ ವಾಹನಗಳು (299, 1013, 435, 1026)
ambulance-col-5: ಪಿ.ಡಿ.ಆರ್.ಎಸ್ ಮೂಲಕ ಪಶುವೈದ್ಯರ ನೇಮಕ ಪ್ರಕ್ರಿಯೆ ನಡೆಯುತ್ತಿದೆ. ಕಾಲ್ ಸೆಂಟರ್ ಮೂಲಕ ಕರೆಗಳನ್ನು ಸ್ವೀಕರಿಸಿ ಸಮೀಪದ ವಾಹನಕ್ಕೆ ಮಾಹಿತಿ ರವಾನೆಯಾಗಲಿದೆ. ನಿಗದಿತ ಸಮಯದಲ್ಲಿ ರೈತರ ಮನೆ ತಲುಪಿ ಚಿಕಿತ್ಸೆ ನೀಡುವ ವ್ಯವಸ್ಥೆ ಮಾಡಲಾಗಿದೆ. (794, 1137, 903, 1199)
officer-photo (620, 1246, 672, 1286)
gaushala-photo (298, 1176, 478, 1282)
ambulance-subhead-purpose: 'ಸಂಚಾರಿ ಪಶು ಚಿಕಿತ್ಸಾಲಯ' ಉದ್ದೇಶ: (428, 1063, 517, 1073)
editor-line: ಸಂಪಾದಕ : ಎಂ. ಗೋವಿಂದೇಗೌಡ M.A. (108, 262, 226, 272)
author-name: ಡಾ. ಹೆಚ್.ವಿ. ನಾಗರಾಜರಾವ್ (368, 97, 476, 110)
letter3-signature: – ಡಾ.ಕೆ.ವಿನಯ, ಪಡಿಲು ಮತ್ತು ಬೋಯಿ, ಮೈಸೂರು (112, 1277, 232, 1285)
gaushala-headline: ತಿಂಗಳಲ್ಲಿ ಗೋಶಾಲೆ ಆರಂಭ ಸಾಧ್ಯತೆ... (504, 1178, 631, 1189)
ambulance-kicker: ಮೈಸೂರು ಜಿಲ್ಲೆಯಲ್ಲಿ ಶೀಘ್ರದಲ್ಲೇ (461, 885, 735, 915)
letter2-body-a: ಶಾಲಾ ಪಠ್ಯದಲ್ಲಿ ಭಗವದ್ಗೀತೆಯ ಅಂಶಗಳನ್ನು ಸೇರಿಸುವ ಕುರಿತು ಪರ-ವಿರೋಧ ಚರ್ಚೆ ನಡೆಯುತ್ತಿದೆ. ಗೀತೆಯು ಕೇವಲ ಧಾರ್ಮಿಕ ಗ್ರಂಥವಲ್ಲ; ಅದು ಕರ್ತವ್ಯ, ಸಂಯಮ, ಸಮಚಿತ್ತತೆಯ ಪಾಠ ಹೇಳುವ ಜೀವನ ದರ್ಶನ. ಮಕ್ಕಳ ವ್ಯಕ್ತಿತ್ವ ವಿಕಸನಕ್ಕೆ ಇದು ಸಹಾಯಕ. (53, 727, 163, 789)
letter1-title: ಪರೀಕ್ಷಾ ಅಕ್ರಮಗಳಿಗೆ ಅಂತ್ಯವಿಲ್ಲವೇ? (53, 400, 199, 415)
almanac-line: ಶಕವರ್ಷ ೧೯೪೪ ಶುಭಕೃತ್ ನಾಮ ಸಂವತ್ಸರ, ಉತ್ತರಾಯಣ (105, 237, 229, 245)
dot-black (914, 1394, 925, 1405)
culture-col-5: ಅದಕ್ಕೆ ಮೊದಲ 'ಶ' ಅಕ್ಷರದ ಸಂಯೋಜನೆ ಪ್ರಮೇಯಕ್ಕೆ ಸೇರಿದಂತೆ ಅಕ್ಷರ ಮೇಯವು ಎಂದಾಗುತ್ತದೆ. ಅಕ್ಷರವು ನಾಶವಿಲ್ಲದ್ದು ಎಂಬರ್ಥದಲ್ಲಿ ಬರುತ್ತದೆ. ಅಂಬರ, ಮಹಾಗ್ರಾಸ ಇವುಗಳ ಅರ್ಥವನ್ನು ಶಂಕರರು ತಮ್ಮ ಭಾಷ್ಯದಲ್ಲಿ ವಿಸ್ತಾರವಾಗಿ ವಿವರಿಸಿದ್ದಾರೆ. ಪ್ರಳಯ ಕಾಲದಲ್ಲಿ ಸಕಲವನ್ನೂ ತನ್ನಲ್ಲಿ ಲೀನ ಮಾಡಿಕೊಳ್ಳುವವನು ಅವನೇ. ಸ್ವಾತಿಕರ್ಣದ ಬೆಳಗಿನಿಂದ ಎಲ್ಲ ಜೀವಿಗಳಿಗೂ ಆಶ್ರಯ ನೀಡುವ ಭಗವಂತನ ಕೃಪೆ ಅಪಾರ. ಮುಂದಿನ ಸಂಚಿಕೆಯಲ್ಲಿ ಮತ್ತಷ್ಟು ನಾಮಗಳ ಅರ್ಥವನ್ನು ನೋಡೋಣ. (786, 188, 899, 316)
person-icon (317, 100, 343, 126)
